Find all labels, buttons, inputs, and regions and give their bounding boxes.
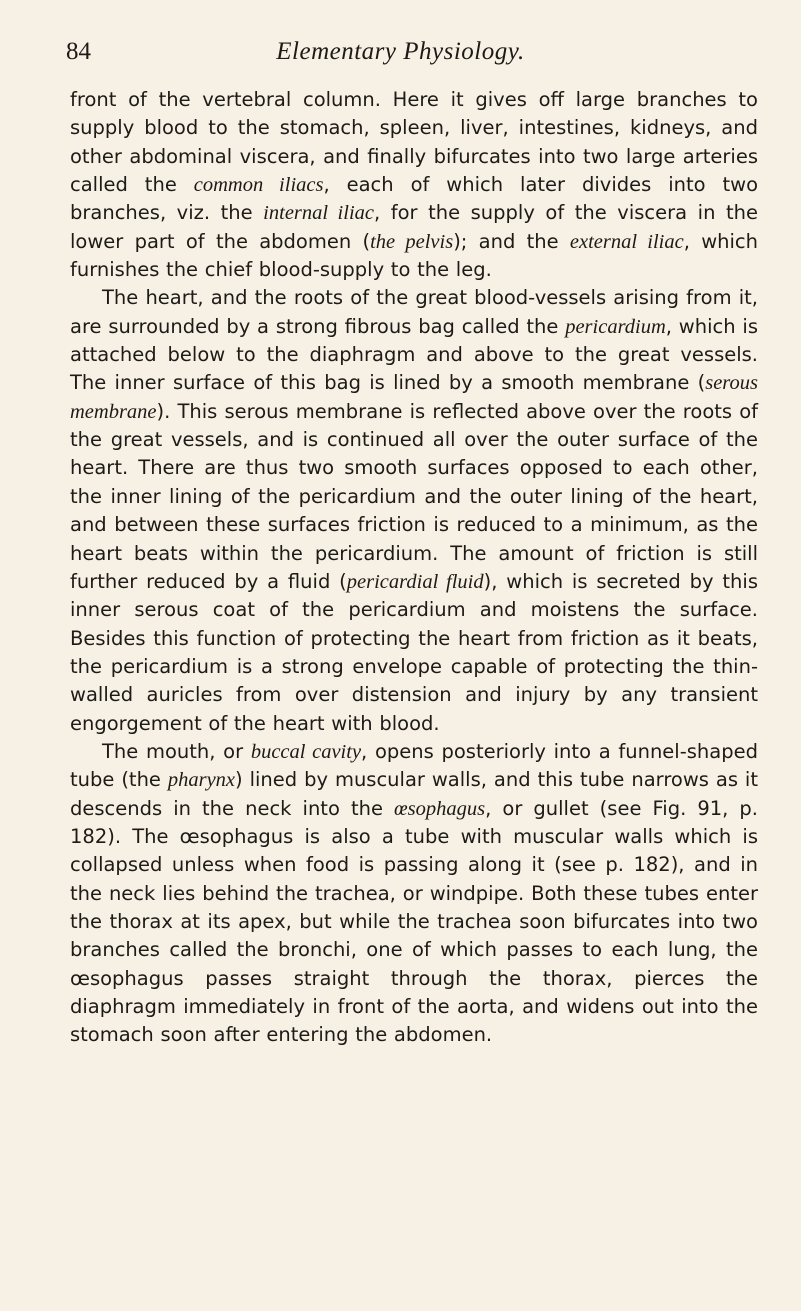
text-run: The mouth, or <box>102 739 251 763</box>
running-title: Elementary Physiology. <box>276 38 525 65</box>
italic-term: œsophagus <box>394 797 486 820</box>
text-run: , or gullet (see Fig. 91, p. 182). The œsophagus is also a tube with muscular walls which is collapsed unless when food is passing along it (see p. 182), and in the neck lies behind the trachea, or windpipe. Both these tubes enter the thorax at its apex, but while the trachea soon bifurcates into two branches called the bronchi, one of which passes to each lung, the œsophagus passes straight through the thorax, pierces the diaphragm immediately in front of the aorta, and widens out into the stomach soon after entering the abdomen. <box>70 796 758 1047</box>
paragraph <box>70 86 758 284</box>
paragraph <box>70 738 758 1050</box>
text-run: , opens posteriorly into a funnel-shaped tube (the <box>70 739 758 792</box>
text-run: ); and the <box>453 229 570 253</box>
text-run: ), which is secreted by this inner serous coat of the pericardium and moistens the surface. Besides this function of protecting the heart from friction as it beats, the pericardium is a strong envelope capable of protecting the thin-walled auricles from over distension and injury by any transient engorgement of the heart with blood. <box>70 569 758 735</box>
text-run: , for the supply of the viscera in the lower part of the abdomen ( <box>70 201 758 253</box>
body-text <box>70 86 758 1050</box>
italic-term: external iliac <box>569 230 684 253</box>
italic-term: pericardium <box>565 315 666 338</box>
text-run: ). This serous membrane is reflected above over the roots of the great vessels, and is continued all over the outer surface of the heart. There are thus two smooth surfaces opposed to each other, the inner lining of the pericardium and the outer lining of the heart, and between these surfaces friction is reduced to a minimum, as the heart beats within the pericardium. The amount of friction is still further reduced by a fluid ( <box>70 399 758 593</box>
text-run: , which furnishes the chief blood-supply to the leg. <box>70 229 759 282</box>
text-run: The heart, and the roots of the great blood-vessels arising from it, are surrounded by a strong fibrous bag called the <box>70 286 758 338</box>
text-run: ) lined by muscular walls, and this tube narrows as it descends in the neck into the <box>70 768 758 820</box>
italic-term: pharynx <box>167 769 236 792</box>
italic-term: internal iliac <box>263 202 374 225</box>
italic-term: common iliacs <box>193 174 324 197</box>
italic-term: pericardial fluid <box>346 570 484 593</box>
text-run: , each of which later divides into two branches, viz. the <box>70 173 758 225</box>
page-header <box>0 38 801 68</box>
page-number: 84 <box>66 38 91 65</box>
text-run: front of the vertebral column. Here it gives off large branches to supply blood to the stomach, spleen, liver, intestines, kidneys, and other abdominal viscera, and finally bifurcates into two large arteries called the <box>70 88 758 197</box>
text-run: , which is attached below to the diaphragm and above to the great vessels. The inner surface of this bag is lined by a smooth membrane ( <box>70 314 758 395</box>
paragraph <box>70 284 758 738</box>
italic-term: the pelvis <box>370 230 454 253</box>
italic-term: serous membrane <box>70 372 758 423</box>
italic-term: buccal cavity <box>250 740 362 763</box>
